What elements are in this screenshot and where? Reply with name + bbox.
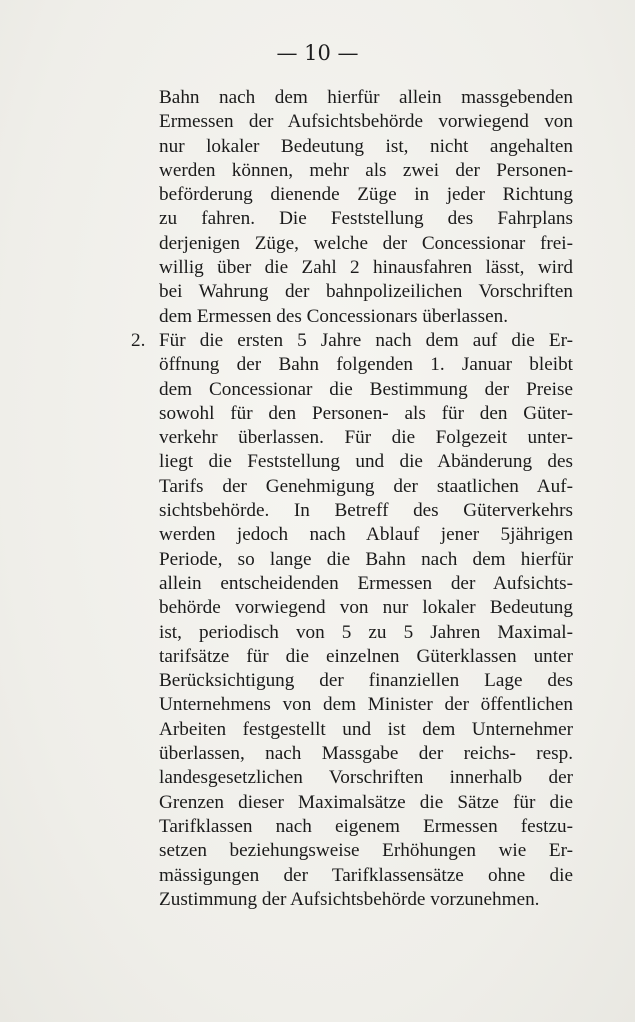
text-line: überlassen, nach Massgabe der reichs- resp. — [159, 743, 573, 765]
text-line: öffnung der Bahn folgenden 1. Januar bleibt — [159, 354, 573, 376]
paragraph-2 — [131, 329, 573, 912]
text-line: Berücksichtigung der finanziellen Lage des — [159, 670, 573, 692]
text-line: sowohl für den Personen- als für den Güter- — [159, 402, 573, 424]
text-line: sichtsbehörde. In Betreff des Güterverkehrs — [159, 500, 573, 522]
text-line: Bahn nach dem hierfür allein massgebenden — [159, 87, 573, 108]
text-line: Periode, so lange die Bahn nach dem hierfür — [159, 548, 573, 570]
text-line: liegt die Feststellung und die Abänderung des — [159, 451, 573, 473]
text-line: zu fahren. Die Feststellung des Fahrplans — [159, 208, 573, 230]
text-line: tarifsätze für die einzelnen Güterklassen unter — [159, 645, 573, 667]
body-text — [131, 86, 573, 912]
item-number: 2. — [131, 329, 146, 351]
text-line: Unternehmens von dem Minister der öffentlichen — [159, 694, 573, 716]
text-line: bei Wahrung der bahnpolizeilichen Vorschriften — [159, 281, 573, 303]
text-line: Für die ersten 5 Jahre nach dem auf die Er- — [159, 329, 573, 351]
text-line: setzen beziehungsweise Erhöhungen wie Er- — [159, 840, 573, 862]
text-line: mässigungen der Tarifklassensätze ohne die — [159, 864, 573, 886]
text-line: beförderung dienende Züge in jeder Richtung — [159, 184, 573, 206]
text-line: derjenigen Züge, welche der Concessionar frei- — [159, 232, 573, 254]
text-line: willig über die Zahl 2 hinausfahren lässt, wird — [159, 257, 573, 279]
text-line: landesgesetzlichen Vorschriften innerhalb der — [159, 767, 573, 789]
paragraph-1 — [159, 86, 573, 329]
text-line: behörde vorwiegend von nur lokaler Bedeutung — [159, 597, 573, 619]
text-line: ist, periodisch von 5 zu 5 Jahren Maximal- — [159, 621, 573, 643]
page-number: — 10 — — [276, 41, 359, 65]
text-line: Zustimmung der Aufsichtsbehörde vorzunehmen. — [159, 888, 540, 910]
text-line: Tarifs der Genehmigung der staatlichen Auf- — [159, 475, 573, 497]
text-line: Ermessen der Aufsichtsbehörde vorwiegend von — [159, 111, 573, 133]
text-line: Arbeiten festgestellt und ist dem Unternehmer — [159, 718, 573, 740]
text-line: dem Ermessen des Concessionars überlassen. — [159, 305, 509, 327]
text-line: Tarifklassen nach eigenem Ermessen festzu- — [159, 815, 573, 837]
text-line: Grenzen dieser Maximalsätze die Sätze für die — [159, 791, 573, 813]
text-line: werden können, mehr als zwei der Personen- — [159, 159, 573, 181]
text-line: werden jedoch nach Ablauf jener 5jährigen — [159, 524, 573, 546]
text-line: allein entscheidenden Ermessen der Aufsichts- — [159, 572, 573, 594]
text-line: dem Concessionar die Bestimmung der Preise — [159, 378, 573, 400]
text-line: verkehr überlassen. Für die Folgezeit unter- — [159, 427, 573, 449]
text-line: nur lokaler Bedeutung ist, nicht angehalten — [159, 135, 573, 157]
